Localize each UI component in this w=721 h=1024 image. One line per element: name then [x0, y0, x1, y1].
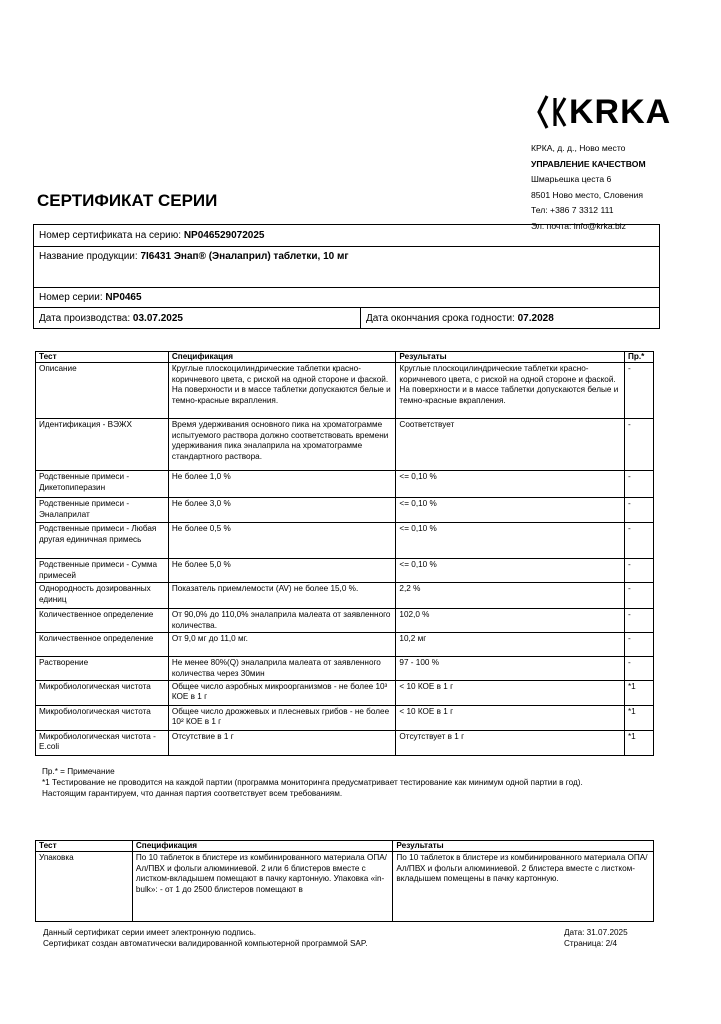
table-row	[36, 583, 654, 609]
table-cell: 97 - 100 %	[396, 657, 625, 681]
table-cell: По 10 таблеток в блистере из комбинированного материала ОПА/Ал/ПВХ и фольги алюминиевой. 2 или 6 блистеров вместе с листком-вкладышем помещают в пачку картонную. Упаковка «in-bulk»: - от 1 до 2500 блистеров помещают в	[132, 852, 393, 922]
table-cell: -	[625, 419, 654, 471]
table-header-row	[36, 841, 654, 852]
table-cell: Показатель приемлемости (AV) не более 15,0 %.	[168, 583, 396, 609]
table-cell: -	[625, 498, 654, 523]
table-row	[36, 559, 654, 583]
cert-number-row: Номер сертификата на серию: NP046529072025	[34, 225, 659, 247]
batch-row: Номер серии: NP0465	[34, 288, 659, 308]
company-department: УПРАВЛЕНИЕ КАЧЕСТВОМ	[531, 158, 646, 169]
table-cell: Не более 1,0 %	[168, 471, 396, 498]
note-guarantee: Настоящим гарантируем, что данная партия соответствует всем требованиям.	[42, 789, 343, 798]
company-address	[531, 141, 646, 234]
table-cell: *1	[625, 731, 654, 756]
table-cell: *1	[625, 681, 654, 706]
table-cell: -	[625, 523, 654, 559]
table-cell: Однородность дозированных единиц	[36, 583, 169, 609]
table-cell: Не более 3,0 %	[168, 498, 396, 523]
notes	[42, 766, 583, 799]
table-cell: Круглые плоскоцилиндрические таблетки красно-коричневого цвета, с риской на одной стороне и фаской. На поверхности и в массе таблетки допускаются белые и темно-красные вкрапления.	[168, 363, 396, 419]
table-row	[36, 419, 654, 471]
col-header-test: Тест	[36, 841, 133, 852]
cert-number: NP046529072025	[183, 230, 265, 241]
table-cell: Родственные примеси - Дикетопиперазин	[36, 471, 169, 498]
table-row	[36, 523, 654, 559]
table-row	[36, 498, 654, 523]
note-1: *1 Тестирование не проводится на каждой партии (программа мониторинга предусматривает тестирование как минимум одной партии в год).	[42, 778, 583, 787]
col-header-test: Тест	[36, 352, 169, 363]
col-header-note: Пр.*	[625, 352, 654, 363]
table-cell: Отсутствие в 1 г	[168, 731, 396, 756]
footer-signature-note: Данный сертификат серии имеет электронную подпись.	[43, 928, 257, 937]
table-cell: -	[625, 559, 654, 583]
table-cell: <= 0,10 %	[396, 498, 625, 523]
table-cell: -	[625, 583, 654, 609]
table-cell: Микробиологическая чистота	[36, 706, 169, 731]
table-row	[36, 731, 654, 756]
table-cell: Общее число дрожжевых и плесневых грибов - не более 10² КОЕ в 1 г	[168, 706, 396, 731]
table-cell: <= 0,10 %	[396, 471, 625, 498]
table-cell: -	[625, 609, 654, 633]
table-cell: -	[625, 633, 654, 657]
table-cell: Количественное определение	[36, 633, 169, 657]
table-cell: Круглые плоскоцилиндрические таблетки красно-коричневого цвета, с риской на одной стороне и фаской. На поверхности и в массе таблетки допускаются белые и темно-красные вкрапления.	[396, 363, 625, 419]
table-row	[36, 471, 654, 498]
company-email: Эл. почта: info@krka.biz	[531, 220, 626, 231]
table-cell: 10,2 мг	[396, 633, 625, 657]
footer-right	[564, 927, 628, 949]
company-phone: Тел: +386 7 3312 111	[531, 205, 614, 215]
footer-date: Дата: 31.07.2025	[564, 928, 628, 937]
table-cell: По 10 таблеток в блистере из комбинированного материала ОПА/Ал/ПВХ и фольги алюминиевой. 2 блистера вместе с листком-вкладышем помещены в пачку картонную.	[393, 852, 654, 922]
table-cell: Общее число аэробных микроорганизмов - не более 10³ КОЕ в 1 г	[168, 681, 396, 706]
footer-divider	[35, 921, 654, 922]
table-cell: Описание	[36, 363, 169, 419]
table-cell: От 9,0 мг до 11,0 мг.	[168, 633, 396, 657]
note-legend: Пр.* = Примечание	[42, 767, 115, 776]
table-row	[36, 609, 654, 633]
footer-sap-note: Сертификат создан автоматически валидированной компьютерной программой SAP.	[43, 939, 368, 948]
table-cell: -	[625, 471, 654, 498]
product-name: 7I6431 Энап® (Эналаприл) таблетки, 10 мг	[140, 251, 349, 262]
table-cell: 102,0 %	[396, 609, 625, 633]
company-city: 8501 Ново место, Словения	[531, 189, 644, 200]
table-cell: -	[625, 657, 654, 681]
table-cell: 2,2 %	[396, 583, 625, 609]
col-header-results: Результаты	[396, 352, 625, 363]
table-row	[36, 657, 654, 681]
table-cell: Растворение	[36, 657, 169, 681]
table-cell: *1	[625, 706, 654, 731]
table-cell: Количественное определение	[36, 609, 169, 633]
table-cell: Идентификация - ВЭЖХ	[36, 419, 169, 471]
certificate-header	[33, 224, 660, 329]
manufacture-date: 03.07.2025	[132, 312, 183, 324]
table-cell: -	[625, 363, 654, 419]
table-row	[36, 363, 654, 419]
col-header-spec: Спецификация	[132, 841, 393, 852]
footer-page: Страница: 2/4	[564, 939, 618, 948]
logo-text: KRKA	[569, 93, 672, 131]
table-row	[36, 681, 654, 706]
table-row	[36, 706, 654, 731]
table-cell: <= 0,10 %	[396, 523, 625, 559]
table-cell: Не более 0,5 %	[168, 523, 396, 559]
col-header-spec: Спецификация	[168, 352, 396, 363]
table-cell: Родственные примеси - Любая другая единичная примесь	[36, 523, 169, 559]
packaging-table	[35, 840, 654, 922]
table-cell: Упаковка	[36, 852, 133, 922]
table-cell: Микробиологическая чистота	[36, 681, 169, 706]
table-cell: Микробиологическая чистота - E.coli	[36, 731, 169, 756]
table-cell: <= 0,10 %	[396, 559, 625, 583]
table-row	[36, 852, 654, 922]
table-cell: Время удерживания основного пика на хроматограмме испытуемого раствора должно соответствовать времени удерживания пика эналаприла на хроматограмме стандартного раствора.	[168, 419, 396, 471]
table-cell: От 90,0% до 110,0% эналаприла малеата от заявленного количества.	[168, 609, 396, 633]
table-cell: Не более 5,0 %	[168, 559, 396, 583]
dates-row: Дата производства: 03.07.2025 Дата окончания срока годности: 07.2028	[34, 308, 659, 328]
page-title: СЕРТИФИКАТ СЕРИИ	[37, 191, 218, 210]
table-cell: Родственные примеси - Эналаприлат	[36, 498, 169, 523]
col-header-results: Результаты	[393, 841, 654, 852]
table-cell: Не менее 80%(Q) эналаприла малеата от заявленного количества через 30мин	[168, 657, 396, 681]
expiry-date: 07.2028	[517, 312, 554, 324]
company-street: Шмарьешка цеста 6	[531, 174, 612, 184]
table-cell: < 10 КОЕ в 1 г	[396, 706, 625, 731]
table-cell: Соответствует	[396, 419, 625, 471]
table-header-row	[36, 352, 654, 363]
test-results-table	[35, 351, 654, 756]
table-cell: Родственные примеси - Сумма примесей	[36, 559, 169, 583]
product-row: Название продукции: 7I6431 Энап® (Эналаприл) таблетки, 10 мг	[34, 247, 659, 288]
table-cell: Отсутствует в 1 г	[396, 731, 625, 756]
batch-number: NP0465	[105, 292, 142, 303]
footer-left	[43, 927, 368, 949]
table-cell: < 10 КОЕ в 1 г	[396, 681, 625, 706]
table-row	[36, 633, 654, 657]
company-name: КРКА, д. д., Ново место	[531, 143, 626, 153]
